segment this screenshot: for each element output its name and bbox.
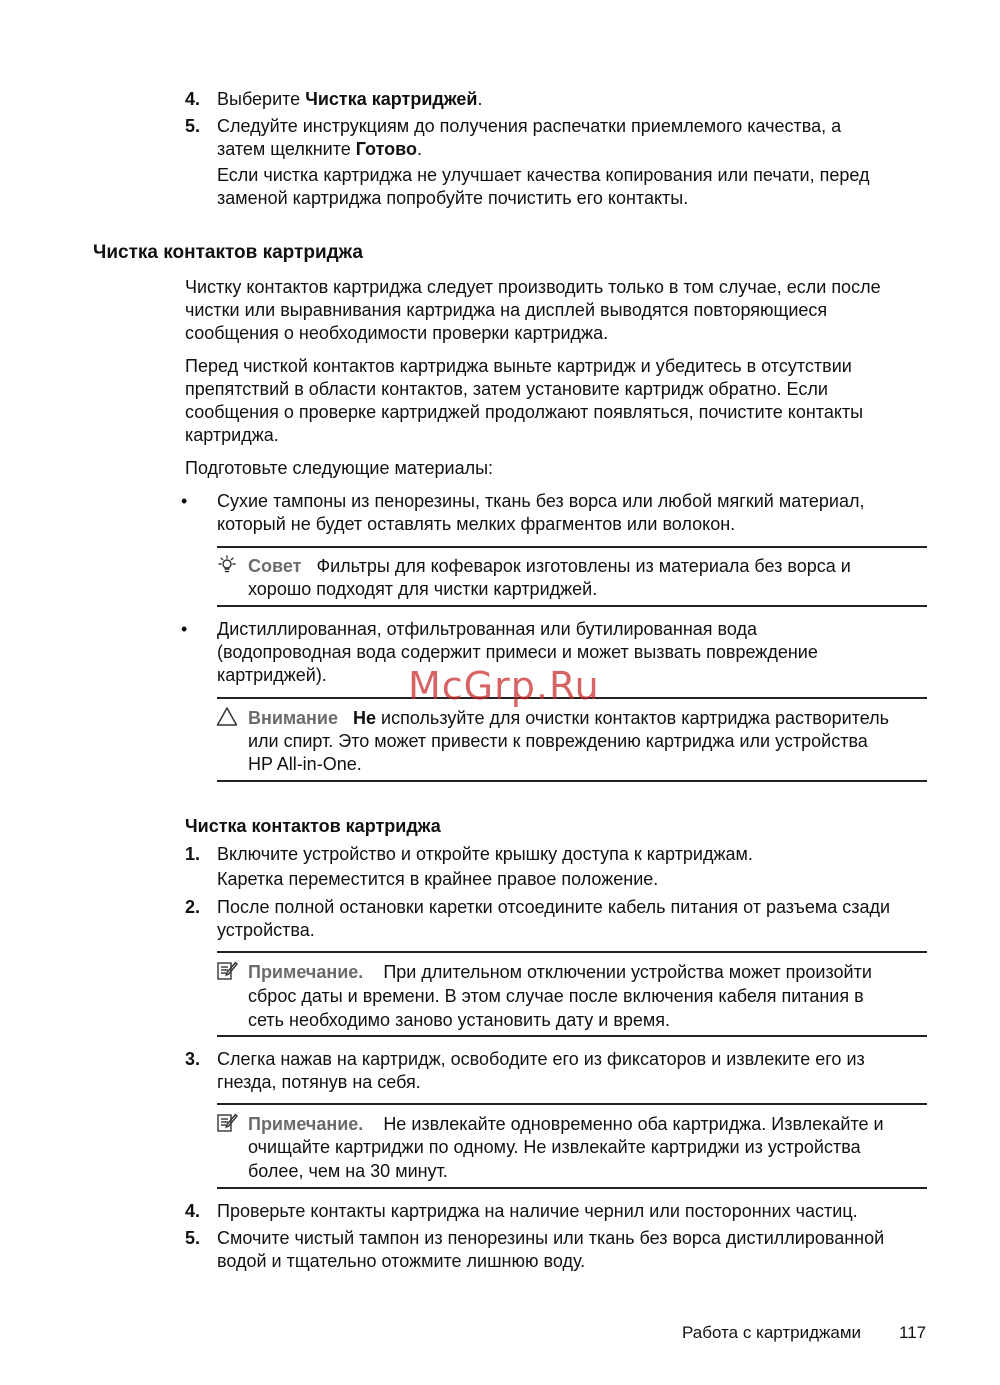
step-number: 5. (185, 1228, 201, 1248)
step-text: Каретка переместится в крайнее правое положение. (217, 869, 659, 889)
paragraph-line: чистки или выравнивания картриджа на дисплей выводятся повторяющиеся (185, 300, 828, 320)
note-label: Примечание. (248, 1114, 364, 1134)
note-text: сброс даты и времени. В этом случае после включения кабеля питания в (248, 986, 864, 1006)
caution-text: Внимание Не используйте для очистки контактов картриджа растворитель (248, 708, 890, 728)
tip-bottom-rule (217, 605, 927, 607)
caution-bottom-rule (217, 780, 927, 782)
note-top-rule (217, 951, 927, 953)
note-text: Примечание. При длительном отключении устройства может произойти (248, 962, 872, 982)
note-label: Примечание. (248, 962, 364, 982)
paragraph-line: сообщения о проверке картриджей продолжают появляться, почистите контакты (185, 402, 864, 422)
page-number: 117 (899, 1323, 927, 1342)
paragraph-line: Перед чисткой контактов картриджа выньте картридж и убедитесь в отсутствии (185, 356, 852, 376)
note-text: более, чем на 30 минут. (248, 1161, 448, 1181)
note-icon (216, 1112, 238, 1134)
note-text: очищайте картриджи по одному. Не извлекайте картриджи из устройства (248, 1137, 861, 1157)
step-note-text: Если чистка картриджа не улучшает качества копирования или печати, перед (217, 165, 870, 185)
caution-text: HP All-in-One. (248, 754, 362, 774)
bullet-text: картриджей). (217, 665, 327, 685)
step-text: устройства. (217, 920, 315, 940)
note-text: сеть необходимо заново установить дату и время. (248, 1010, 671, 1030)
paragraph-line: препятствий в области контактов, затем установите картридж обратно. Если (185, 379, 828, 399)
caution-text: или спирт. Это может привести к повреждению картриджа или устройства (248, 731, 868, 751)
step-text: гнезда, потянув на себя. (217, 1072, 421, 1092)
step-number: 1. (185, 844, 201, 864)
paragraph-line: Чистку контактов картриджа следует производить только в том случае, если после (185, 277, 881, 297)
note-top-rule (217, 1103, 927, 1105)
procedure-heading: Чистка контактов картриджа (185, 816, 441, 836)
bullet-marker: • (181, 619, 188, 639)
bullet-marker: • (181, 491, 188, 511)
section-heading: Чистка контактов картриджа (93, 242, 363, 263)
note-icon (216, 960, 238, 982)
paragraph-line: картриджа. (185, 425, 279, 445)
watermark: McGrp.Ru (408, 664, 600, 708)
paragraph-line: сообщения о необходимости проверки картриджа. (185, 323, 609, 343)
step-number: 4. (185, 89, 201, 109)
step-text: водой и тщательно отожмите лишнюю воду. (217, 1251, 586, 1271)
tip-top-rule (217, 546, 927, 548)
step-number: 2. (185, 897, 201, 917)
step-note-text: заменой картриджа попробуйте почистить его контакты. (217, 188, 689, 208)
step-text: Смочите чистый тампон из пенорезины или ткань без ворса дистиллированной (217, 1228, 885, 1248)
step-text: Выберите Чистка картриджей. (217, 89, 483, 109)
paragraph-line: Подготовьте следующие материалы: (185, 458, 494, 478)
caution-label: Внимание (248, 708, 338, 728)
note-bottom-rule (217, 1187, 927, 1189)
footer-section-title: Работа с картриджами (682, 1323, 862, 1342)
tip-text: Совет Фильтры для кофеварок изготовлены из материала без ворса и (248, 556, 851, 576)
lightbulb-icon (216, 555, 238, 577)
bullet-text: Дистиллированная, отфильтрованная или бутилированная вода (217, 619, 758, 639)
bullet-text: который не будет оставлять мелких фрагментов или волокон. (217, 514, 736, 534)
bullet-text: Сухие тампоны из пенорезины, ткань без ворса или любой мягкий материал, (217, 491, 865, 511)
step-number: 3. (185, 1049, 201, 1069)
step-text: Включите устройство и откройте крышку доступа к картриджам. (217, 844, 753, 864)
tip-text: хорошо подходят для чистки картриджей. (248, 579, 598, 599)
bullet-text: (водопроводная вода содержит примеси и может вызвать повреждение (217, 642, 818, 662)
step-text: После полной остановки каретки отсоедините кабель питания от разъема сзади (217, 897, 891, 917)
step-number: 5. (185, 116, 201, 136)
note-text: Примечание. Не извлекайте одновременно оба картриджа. Извлекайте и (248, 1114, 884, 1134)
tip-label: Совет (248, 556, 302, 576)
step-text: Проверьте контакты картриджа на наличие чернил или посторонних частиц. (217, 1201, 858, 1221)
step-text: затем щелкните Готово. (217, 139, 423, 159)
warning-icon (216, 706, 238, 728)
step-number: 4. (185, 1201, 201, 1221)
step-text: Слегка нажав на картридж, освободите его из фиксаторов и извлеките его из (217, 1049, 865, 1069)
note-bottom-rule (217, 1035, 927, 1037)
step-text: Следуйте инструкциям до получения распечатки приемлемого качества, а (217, 116, 842, 136)
